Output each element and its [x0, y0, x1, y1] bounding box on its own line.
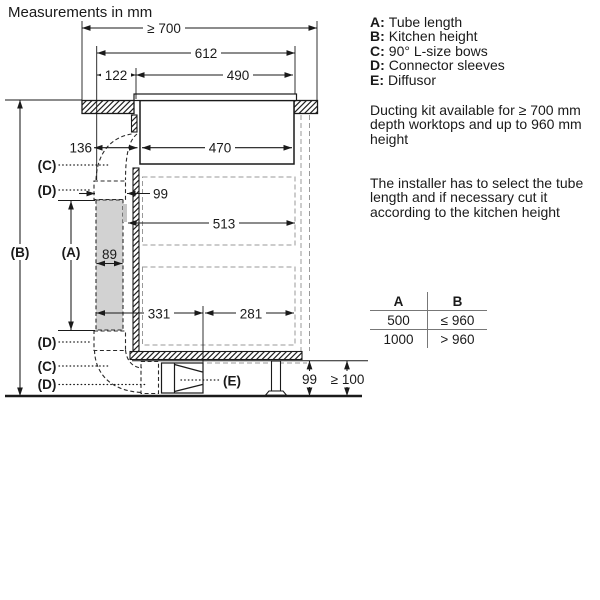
legend-text-a: Tube length [388, 14, 463, 30]
table-header-b: B [427, 292, 487, 310]
legend-text-c: 90° L-size bows [388, 42, 488, 59]
cabinet-front-hatch [133, 168, 139, 352]
note-ducting-kit [370, 103, 598, 146]
legend-key-e: E: [370, 71, 384, 88]
callout-e: (E) [223, 373, 241, 389]
cabinet-bottom-hatch [130, 352, 302, 360]
dim-89-label: 89 [101, 247, 118, 262]
dim-99-bottom-label: 99 [301, 372, 318, 387]
table-cell-a: 1000 [383, 331, 414, 347]
callout-d-upper: (D) [37, 183, 57, 198]
note-line: length and if necessary cut it [370, 189, 548, 206]
dim-136-label: 136 [69, 140, 92, 156]
page-title: Measurements in mm [8, 4, 153, 21]
tube [96, 200, 123, 330]
dim-470-label: 470 [208, 140, 232, 156]
legend-key-d: D: [370, 57, 385, 74]
table-row [370, 329, 487, 348]
diffusor [162, 363, 204, 393]
tube-length-table [370, 292, 487, 348]
legend-item-c [370, 44, 596, 58]
cabinet-leg [272, 361, 281, 391]
connector-sleeve-upper [94, 181, 126, 200]
note-line: according to the kitchen height [370, 203, 560, 220]
legend-text-b: Kitchen height [388, 28, 478, 45]
connector-sleeve-lower [94, 331, 126, 351]
legend-key-a: A: [370, 14, 385, 30]
legend-item-a [370, 15, 596, 29]
legend-item-d [370, 58, 596, 72]
worktop-right-hatch [294, 101, 318, 114]
dim-490-label: 490 [226, 68, 250, 83]
callout-c-lower: (C) [37, 359, 57, 374]
callout-b: (B) [10, 245, 30, 260]
callout-c-upper: (C) [37, 158, 57, 173]
table-cell-b: ≤ 960 [427, 311, 487, 329]
legend [370, 15, 596, 87]
dim-depth-label: ≥ 700 [147, 21, 181, 36]
dimension-lines [20, 28, 347, 396]
table-header-a: A [393, 293, 404, 309]
legend-item-e [370, 73, 596, 87]
note-line: depth worktops and up to 960 mm [370, 116, 582, 133]
callout-a: (A) [61, 245, 81, 260]
note-line: height [370, 130, 409, 147]
callout-d-lower: (D) [37, 377, 57, 392]
dim-331-label: 331 [147, 306, 171, 322]
legend-text-e: Diffusor [388, 71, 436, 88]
table-header-row [370, 292, 487, 310]
dim-99-top-label: 99 [153, 186, 169, 202]
hob-duct-stub-hatch [132, 115, 138, 132]
dim-clearance-label: ≥ 100 [330, 372, 365, 387]
worktop-left-hatch [82, 101, 134, 114]
note-installer [370, 176, 598, 219]
callout-d-mid: (D) [37, 335, 57, 350]
upper-bow-outer [96, 134, 132, 180]
legend-text-d: Connector sleeves [388, 57, 505, 74]
legend-key-c: C: [370, 42, 385, 59]
dim-281-label: 281 [239, 306, 263, 322]
dim-122-label: 122 [104, 68, 128, 83]
note-line: The installer has to select the tube [370, 175, 584, 191]
connector-sleeve-diffusor [141, 362, 159, 394]
table-cell-a: 500 [387, 312, 410, 328]
cabinet-foot [266, 391, 287, 395]
legend-item-b [370, 29, 596, 43]
table-row [370, 310, 487, 329]
hob-top-plate [134, 94, 297, 101]
cabinet-panels [130, 168, 368, 395]
dim-612-label: 612 [194, 46, 218, 61]
table-cell-b: > 960 [427, 330, 487, 348]
legend-key-b: B: [370, 28, 385, 45]
dim-513-label: 513 [212, 216, 236, 232]
note-line: Ducting kit available for ≥ 700 mm [370, 102, 581, 118]
tube-tab [123, 204, 127, 222]
